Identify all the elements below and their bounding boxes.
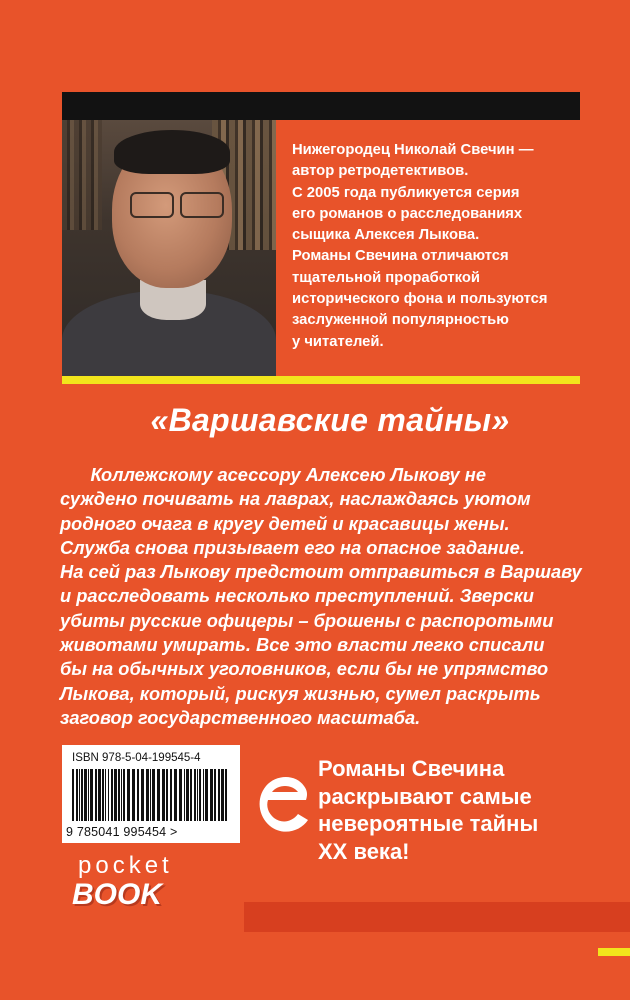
glasses-left-lens — [130, 192, 174, 218]
barcode-bar — [205, 769, 208, 821]
barcode-bar — [121, 769, 122, 821]
bio-line: заслуженной популярностью — [292, 312, 509, 329]
bio-line: исторического фона и пользуются — [292, 291, 548, 308]
barcode-bar — [186, 769, 189, 821]
barcode-bar — [108, 769, 109, 821]
tagline-line: раскрывают самые — [318, 783, 532, 809]
bottom-red-bar — [244, 902, 630, 932]
barcode-bar — [118, 769, 120, 821]
barcode-bar — [137, 769, 139, 821]
barcode-bar — [102, 769, 104, 821]
author-hair — [114, 130, 230, 174]
bio-line: тщательной проработкой — [292, 269, 480, 286]
barcode-bar — [218, 769, 220, 821]
yellow-divider — [62, 376, 580, 384]
barcode-bar — [221, 769, 224, 821]
tagline-line: Романы Свечина — [318, 756, 505, 781]
bio-line: сыщика Алексея Лыкова. — [292, 227, 480, 244]
barcode-bar — [214, 769, 216, 821]
tagline-line: невероятные тайны — [318, 811, 539, 836]
barcode-bar — [98, 769, 101, 821]
book-annotation — [60, 463, 600, 730]
barcode-bar — [150, 769, 151, 821]
bio-line: автор ретродетективов. — [292, 163, 469, 180]
barcode-bar — [179, 769, 182, 821]
barcode-bar — [197, 769, 198, 821]
barcode-bar — [76, 769, 78, 821]
barcode-bar — [190, 769, 192, 821]
barcode-bar — [174, 769, 177, 821]
annotation-line: Лыкова, который, рискуя жизнью, сумел раскрыть — [60, 682, 541, 704]
barcode-bar — [157, 769, 160, 821]
barcode-bar — [88, 769, 89, 821]
eksmo-logo-icon — [254, 768, 312, 838]
barcode-bar — [105, 769, 106, 821]
barcode-bar — [79, 769, 80, 821]
barcode-bar — [72, 769, 74, 821]
barcode-digits: 9 785041 995454 > — [66, 825, 178, 839]
author-photo — [62, 120, 276, 376]
annotation-line: и расследовать несколько преступлений. Зверски — [60, 585, 534, 607]
author-bio — [292, 140, 582, 353]
isbn-barcode — [62, 745, 240, 843]
annotation-line: Служба снова призывает его на опасное задание. — [60, 536, 525, 558]
annotation-line: На сей раз Лыкову предстоит отправиться в Варшаву — [60, 561, 582, 583]
bookshelf-left — [62, 120, 102, 230]
barcode-bar — [184, 769, 185, 821]
bio-line: его романов о расследованиях — [292, 205, 523, 222]
series-book-label: BOOK — [72, 878, 162, 911]
barcode-bar — [225, 769, 227, 821]
annotation-line: суждено почивать на лаврах, наслаждаясь уютом — [60, 488, 531, 510]
barcode-bar — [84, 769, 87, 821]
bio-line: Нижегородец Николай Свечин — — [292, 142, 534, 158]
barcode-bar — [123, 769, 125, 821]
promo-tagline — [318, 755, 608, 865]
annotation-line: бы на обычных уголовников, если бы не упрямство — [60, 658, 549, 680]
annotation-line: заговор государственного масштаба. — [60, 706, 421, 728]
tagline-line: XX века! — [318, 838, 410, 864]
bio-line: Романы Свечина отличаются — [292, 248, 509, 265]
book-title: «Варшавские тайны» — [150, 402, 510, 438]
barcode-bar — [162, 769, 165, 821]
isbn-text: ISBN 978-5-04-199545-4 — [72, 752, 201, 764]
barcode-bar — [203, 769, 204, 821]
barcode-bar — [210, 769, 213, 821]
barcode-bars — [70, 769, 230, 823]
annotation-line: родного очага в кругу детей и красавицы жены. — [60, 512, 510, 534]
barcode-bar — [90, 769, 93, 821]
barcode-bar — [152, 769, 155, 821]
annotation-line: Коллежскому асессору Алексею Лыкову не — [60, 464, 487, 485]
barcode-bar — [199, 769, 201, 821]
barcode-bar — [114, 769, 117, 821]
barcode-bar — [111, 769, 113, 821]
barcode-bar — [132, 769, 135, 821]
barcode-bar — [81, 769, 83, 821]
annotation-line: животами умирать. Все это власти легко списали — [60, 634, 545, 656]
top-black-bar — [62, 92, 580, 120]
barcode-bar — [194, 769, 196, 821]
barcode-bar — [170, 769, 172, 821]
barcode-bar — [127, 769, 130, 821]
barcode-bar — [95, 769, 97, 821]
annotation-line: убиты русские офицеры – брошены с распоротыми — [60, 609, 554, 631]
corner-yellow-line — [598, 948, 630, 956]
glasses-right-lens — [180, 192, 224, 218]
bio-line: С 2005 года публикуется серия — [292, 184, 520, 201]
barcode-bar — [146, 769, 149, 821]
barcode-bar — [166, 769, 168, 821]
barcode-bar — [141, 769, 144, 821]
series-pocket-label: pocket — [78, 852, 173, 879]
bio-line: у читателей. — [292, 333, 384, 350]
